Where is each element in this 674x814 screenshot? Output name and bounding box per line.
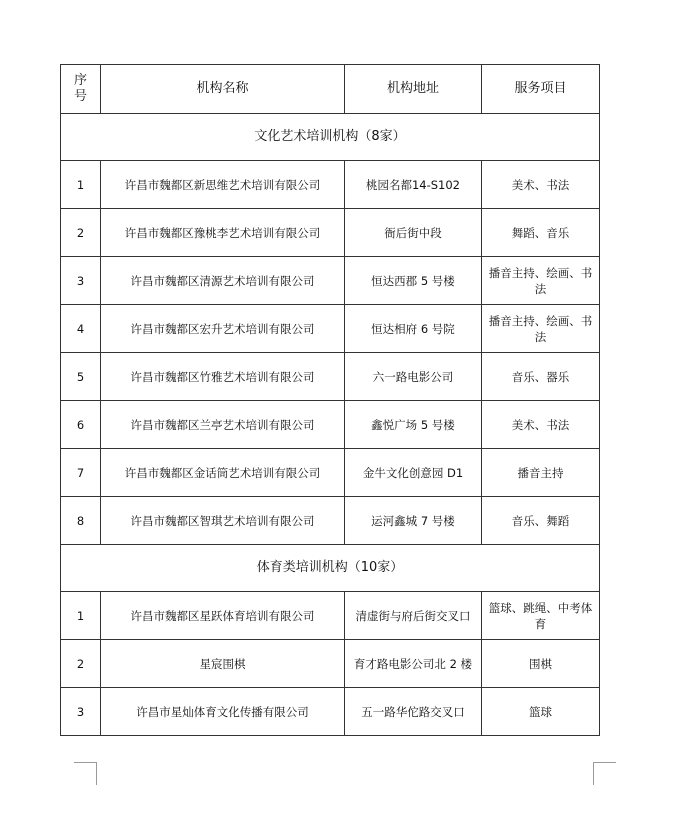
table-row: [61, 401, 600, 449]
row-address: 恒达西郡 5 号楼: [345, 257, 482, 305]
row-index: 3: [61, 257, 101, 305]
row-name: 许昌市魏都区星跃体育培训有限公司: [101, 592, 345, 640]
row-index: 7: [61, 449, 101, 497]
row-name: 许昌市魏都区豫桃李艺术培训有限公司: [101, 209, 345, 257]
row-name: 星宸围棋: [101, 640, 345, 688]
table-row: [61, 353, 600, 401]
institution-table: [60, 64, 600, 736]
section-title: 文化艺术培训机构（8家）: [61, 114, 600, 161]
row-index: 3: [61, 688, 101, 736]
page-corner-mark-left: [74, 762, 97, 785]
section-title-row: [61, 114, 600, 161]
row-index: 1: [61, 161, 101, 209]
table-row: [61, 640, 600, 688]
header-index: 序号: [61, 65, 101, 114]
row-index: 8: [61, 497, 101, 545]
row-service: 音乐、器乐: [482, 353, 600, 401]
row-service: 美术、书法: [482, 401, 600, 449]
row-index: 4: [61, 305, 101, 353]
row-name: 许昌市魏都区清源艺术培训有限公司: [101, 257, 345, 305]
row-address: 五一路华佗路交叉口: [345, 688, 482, 736]
row-address: 桃园名都14-S102: [345, 161, 482, 209]
row-name: 许昌市魏都区新思维艺术培训有限公司: [101, 161, 345, 209]
section-title-row: [61, 545, 600, 592]
table-row: [61, 209, 600, 257]
table-row: [61, 688, 600, 736]
section-title: 体育类培训机构（10家）: [61, 545, 600, 592]
row-service: 播音主持: [482, 449, 600, 497]
row-address: 六一路电影公司: [345, 353, 482, 401]
row-name: 许昌市魏都区兰亭艺术培训有限公司: [101, 401, 345, 449]
row-address: 育才路电影公司北 2 楼: [345, 640, 482, 688]
table-row: [61, 257, 600, 305]
header-address: 机构地址: [345, 65, 482, 114]
row-service: 音乐、舞蹈: [482, 497, 600, 545]
header-name: 机构名称: [101, 65, 345, 114]
row-address: 恒达相府 6 号院: [345, 305, 482, 353]
table-header-row: [61, 65, 600, 114]
header-service: 服务项目: [482, 65, 600, 114]
table-row: [61, 497, 600, 545]
row-service: 篮球、跳绳、中考体育: [482, 592, 600, 640]
row-name: 许昌市魏都区宏升艺术培训有限公司: [101, 305, 345, 353]
table-row: [61, 592, 600, 640]
row-index: 6: [61, 401, 101, 449]
row-index: 2: [61, 209, 101, 257]
row-service: 围棋: [482, 640, 600, 688]
table-row: [61, 305, 600, 353]
row-service: 篮球: [482, 688, 600, 736]
table-row: [61, 161, 600, 209]
row-service: 播音主持、绘画、书法: [482, 305, 600, 353]
page-corner-mark-right: [593, 762, 616, 785]
row-index: 5: [61, 353, 101, 401]
row-service: 播音主持、绘画、书法: [482, 257, 600, 305]
row-service: 舞蹈、音乐: [482, 209, 600, 257]
row-address: 衙后街中段: [345, 209, 482, 257]
row-name: 许昌市魏都区智琪艺术培训有限公司: [101, 497, 345, 545]
row-address: 清虚街与府后街交叉口: [345, 592, 482, 640]
row-address: 鑫悦广场 5 号楼: [345, 401, 482, 449]
table-row: [61, 449, 600, 497]
row-address: 运河鑫城 7 号楼: [345, 497, 482, 545]
row-name: 许昌市星灿体育文化传播有限公司: [101, 688, 345, 736]
row-service: 美术、书法: [482, 161, 600, 209]
row-index: 1: [61, 592, 101, 640]
row-address: 金牛文化创意园 D1: [345, 449, 482, 497]
row-name: 许昌市魏都区竹雅艺术培训有限公司: [101, 353, 345, 401]
row-name: 许昌市魏都区金话筒艺术培训有限公司: [101, 449, 345, 497]
row-index: 2: [61, 640, 101, 688]
